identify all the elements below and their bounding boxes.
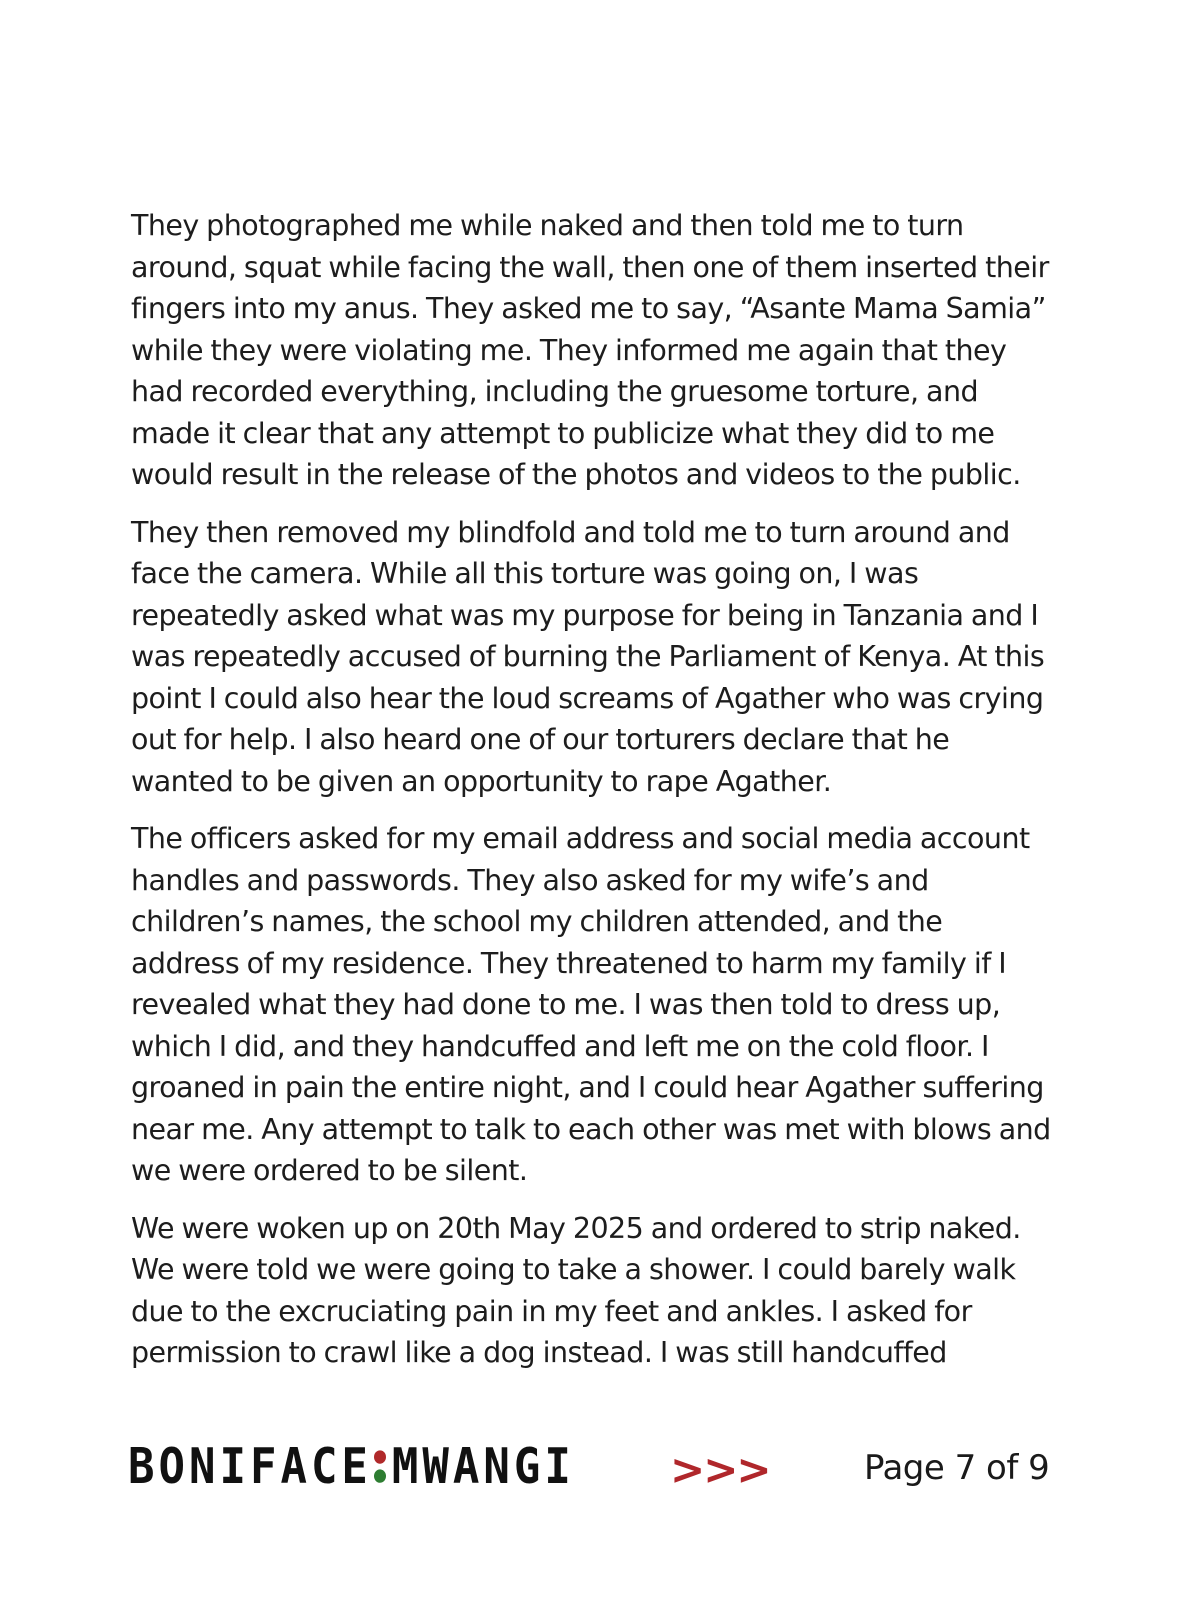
next-page-arrows-icon[interactable]: >>> — [670, 1445, 770, 1494]
brand-dots-icon — [374, 1450, 386, 1482]
paragraph: They then removed my blindfold and told me to turn around and face the camera. While all this torture was going on, I was repeatedly asked what was my purpose for being in Tanzania and I was repeatedly accused of burning the Parliament of Kenya. At this point I could also hear the loud screams of Agather who was crying out for help. I also heard one of our torturers declare that he wanted to be given an opportunity to rape Agather. — [131, 515, 1045, 798]
brand-last-name: MWANGI — [391, 1437, 575, 1495]
page-number: Page 7 of 9 — [864, 1448, 1050, 1488]
paragraph: We were woken up on 20th May 2025 and ordered to strip naked. We were told we were going to take a shower. I could barely walk due to the excruciating pain in my feet and ankles. I asked for permission to crawl like a dog instead. I was still handcuffed — [131, 1211, 1021, 1369]
paragraph: The officers asked for my email address and social media account handles and passwords. They also asked for my wife’s and children’s names, the school my children attended, and the address of my residence. They threatened to harm my family if I revealed what they had done to me. I was then told to dress up, which I did, and they handcuffed and left me on the cold floor. I groaned in pain the entire night, and I could hear Agather suffering near me. Any attempt to talk to each other was met with blows and we were ordered to be silent. — [131, 822, 1051, 1187]
green-dot-icon — [374, 1469, 386, 1482]
page-footer — [0, 1432, 1200, 1502]
red-dot-icon — [374, 1450, 386, 1463]
brand-logo — [128, 1432, 575, 1499]
brand-first-name: BONIFACE — [128, 1437, 372, 1495]
document-body — [131, 205, 1056, 1390]
paragraph: They photographed me while naked and then told me to turn around, squat while facing the wall, then one of them inserted their fingers into my anus. They asked me to say, “Asante Mama Samia” while they were violating me. They informed me again that they had recorded everything, including the gruesome torture, and made it clear that any attempt to publicize what they did to me would result in the release of the photos and videos to the public. — [131, 209, 1049, 491]
